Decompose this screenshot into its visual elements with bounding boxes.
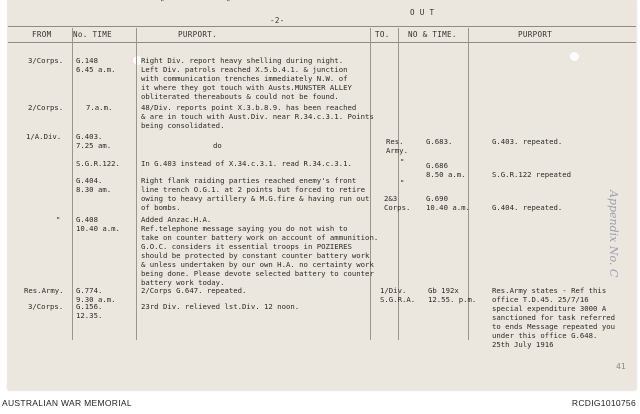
entry-purport: 48/Div. reports point X.3.b.8.9. has been reached & are in touch with Aust.Div. near R.34.c.3.1. Points being consolidated. (141, 103, 374, 130)
appendix-handwritten-note: Appendix No. C (607, 190, 620, 278)
entry-from: Res.Army. (24, 286, 64, 295)
header-purport-right: PURPORT (518, 30, 553, 39)
top-mark-left: " (160, 0, 165, 7)
header-rule-bottom (8, 42, 636, 43)
entry-purport: Right Div. report heavy shelling during night. Left Div. patrols reached X.5.b.4.1. & junction with communication trenches immediately N.W. of it where they got touch with Austs.MUNSTER ALLEY obliterated thereabouts & could not be found. (141, 56, 352, 101)
document-page (8, 0, 636, 390)
entry-to: 1/Div. S.G.R.A. (380, 286, 416, 304)
entry-number-time-right: Gb 192x 12.55. p.m. (428, 286, 477, 304)
page-number-mark: -2- (270, 16, 285, 25)
punch-hole (570, 52, 579, 61)
entry-purport-right: G.403. repeated. (492, 137, 563, 146)
entry-number-time: S.G.R.122. (76, 159, 120, 168)
header-no-time: No. TIME (73, 30, 112, 39)
corner-page-number: 41 (616, 362, 626, 371)
entry-purport: 2/Corps G.647. repeated. (141, 286, 247, 295)
entry-number-time: 7.a.m. (86, 103, 113, 112)
entry-number-time: G.774. 9.30 a.m. (76, 286, 116, 304)
entry-from: 3/Corps. (28, 302, 64, 311)
footer-record-id: RCDIG1010756 (571, 398, 636, 408)
header-from: FROM (32, 30, 52, 39)
column-divider (72, 28, 73, 340)
entry-from: 2/Corps. (28, 103, 64, 112)
entry-purport: do (213, 141, 222, 150)
entry-purport: 23rd Div. relieved lst.Div. 12 noon. (141, 302, 300, 311)
entry-purport-right: Res.Army states - Ref this office T.D.45. 25/7/16 special expenditure 3000 A sanctioned for task referred to ends Message repeated you under this office G.648. 25th July 1916 (492, 286, 616, 349)
entry-number-time: G.403. 7.25 am. (76, 132, 112, 150)
entry-purport: Right flank raiding parties reached enemy's front line trench O.G.1. at 2 points but forced to retire owing to heavy artillery & M.G.fire & having run out of bombs. (141, 176, 370, 212)
header-to: TO. (375, 30, 390, 39)
entry-from: 3/Corps. (28, 56, 64, 65)
entry-to-ditto: " (400, 178, 405, 187)
entry-number-time: G.408 10.40 a.m. (76, 215, 120, 233)
entry-purport-right: S.G.R.122 repeated (492, 170, 572, 179)
header-purport-left: PURPORT. (178, 30, 217, 39)
column-divider (136, 28, 137, 340)
entry-to: Res. Army. (386, 137, 408, 155)
entry-number-time-right: G.690 10.40 a.m. (426, 194, 470, 212)
header-no-time-right: NO & TIME. (408, 30, 457, 39)
entry-from: " (56, 215, 61, 224)
out-mark: O U T (410, 8, 435, 17)
footer-institution: AUSTRALIAN WAR MEMORIAL (2, 398, 132, 408)
entry-number-time-right: G.683. (426, 137, 453, 146)
entry-purport-right: G.404. repeated. (492, 203, 563, 212)
entry-number-time: G.404. 8.30 am. (76, 176, 112, 194)
entry-number-time: G.156. 12.35. (76, 302, 103, 320)
entry-number-time-right: G.686 8.50 a.m. (426, 161, 466, 179)
top-mark-small: " (226, 0, 231, 7)
entry-number-time: G.148 6.45 a.m. (76, 56, 116, 74)
column-divider (370, 28, 371, 340)
header-rule-top (8, 26, 636, 27)
entry-purport: Added Anzac.H.A. Ref.telephone message saying you do not wish to take on counter battery work on account of ammunition. G.O.C. considers it essential troops in POZIERES should be protected by constant counter battery work & unless undertaken by our own H.A. no certainty work being done. Please devote selected battery to counter battery work today. (141, 215, 379, 287)
entry-purport: In G.403 instead of X.34.c.3.1. read R.34.c.3.1. (141, 159, 352, 168)
entry-to: " (400, 157, 405, 166)
entry-from: 1/A.Div. (26, 132, 62, 141)
entry-to: 2&3 Corps. (384, 194, 411, 212)
